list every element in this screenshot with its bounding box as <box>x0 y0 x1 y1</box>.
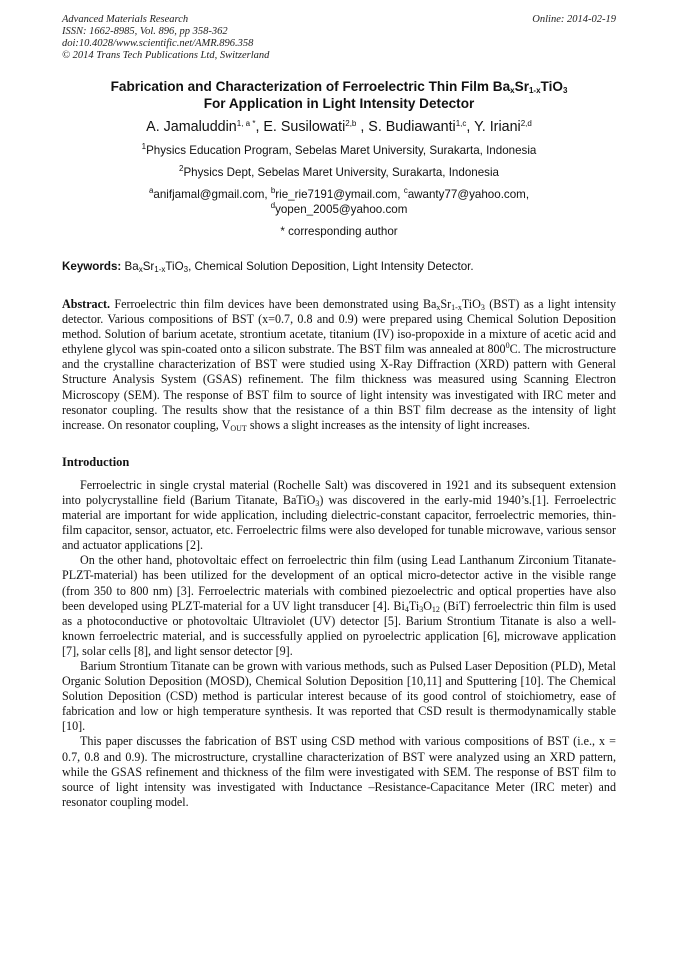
title-line-2: For Application in Light Intensity Detector <box>203 96 475 111</box>
title-line-1: Fabrication and Characterization of Ferroelectric Thin Film $Ba_xSr_{1-x}TiO_3$ <box>110 79 568 95</box>
online-date: Online: 2014-02-19 <box>532 14 616 25</box>
intro-paragraph-4: This paper discusses the fabrication of BST using CSD method with various compositions of BST (i.e., x = 0.7, 0.8 and 0.9). The microstructure, crystalline characterization of BST were analyzed using an XRD pattern, while the GSAS refinement and thickness of the film were investigated with SEM. The response of BST film to source of light intensity was investigated with Inductance –Resistance-Capacitance Meter (IRC meter) and resonator coupling model. <box>62 734 616 809</box>
journal-copyright: © 2014 Trans Tech Publications Ltd, Switzerland <box>62 50 270 61</box>
corresponding-author-note: * corresponding author <box>280 225 398 238</box>
intro-paragraph-3: Barium Strontium Titanate can be grown with various methods, such as Pulsed Laser Deposition (PLD), Metal Organic Solution Deposition (MOSD), Chemical Solution Deposition [10,11] and Sputtering [10]. The Chemical Solution Deposition (CSD) method is particular interest because of its good control of stoichiometry, ease of fabrication and low or high temperature synthesis. It was reported that CSD result is thermodynamically stable [10]. <box>62 658 616 734</box>
introduction-body <box>62 478 616 810</box>
journal-issn: ISSN: 1662-8985, Vol. 896, pp 358-362 <box>62 26 228 37</box>
journal-name: Advanced Materials Research <box>62 14 189 25</box>
journal-info <box>62 14 269 62</box>
affiliation-1: $^1$Physics Education Program, Sebelas Maret University, Surakarta, Indonesia <box>141 142 537 157</box>
introduction-heading: Introduction <box>62 454 130 469</box>
email-line-2: $^d$yopen_2005@yahoo.com <box>270 201 408 216</box>
keywords-label: Keywords: <box>62 260 122 273</box>
author-emails <box>62 187 616 217</box>
paper-page <box>62 14 616 810</box>
paper-title <box>62 78 616 112</box>
affiliation-2: $^2$Physics Dept, Sebelas Maret University, Surakarta, Indonesia <box>179 164 499 179</box>
abstract: Abstract. Ferroelectric thin film devices have been demonstrated using $Ba_xSr_{1-x}TiO_3$ (BST) as a light intensity detector. Various compositions of BST (x=0.7, 0.8 and 0.9) were prepared using Chemical Solution Deposition method. Solution of barium acetate, strontium acetate, titanium (IV) iso-propoxide in a mixture of acetic acid and ethylene glycol was spin-coated onto a silicon substrate. The BST film was annealed at $800^0C$. The microstructure and the crystalline characterization of BST were studied using X-Ray Diffraction (XRD) pattern with General Structure Analysis System (GSAS) refinement. The film thickness was measured using Scanning Electron Microscopy (SEM). The response of BST film to source of light intensity was investigated with IRC meter and resonator coupling. The results show that the resistance of a thin BST film decrease as the intensity of light increase. On resonator coupling, $V_{OUT}$ shows a slight increases as the intensity of light increases. <box>62 297 617 433</box>
journal-doi: doi:10.4028/www.scientific.net/AMR.896.358 <box>62 38 254 49</box>
keywords: Keywords: $Ba_xSr_{1-x}TiO_3$, Chemical Solution Deposition, Light Intensity Detector. <box>62 260 474 274</box>
author-list: A. Jamaluddin$^{1, a *}$, E. Susilowati$^{2,b}$ , S. Budiawanti$^{1,c}$, Y. Iriani$^{2,d}$ <box>146 119 532 135</box>
intro-paragraph-1: Ferroelectric in single crystal material (Rochelle Salt) was discovered in 1921 and its subsequent extension into polycrystalline field (Barium Titanate, BaTiO$_3$) was discovered in the early-mid 1940’s.[1]. Ferroelectric material are important for wide application, including dielectric-constant capacitor, ferroelectric memories, thin-film capacitor, sensor, actuator, etc. Ferroelectric films were also developed for tunable microwave, various sensor and actuator applications [2]. <box>62 477 616 553</box>
abstract-label: Abstract. <box>62 297 111 311</box>
intro-paragraph-2: On the other hand, photovoltaic effect on ferroelectric thin film (using Lead Lanthanum Zirconium Titanate-PLZT-material) has been utilized for the development of an optical micro-detector active in the visible range (from 350 to 800 nm) [3]. Ferroelectric materials with combined piezoelectric and optical properties have also been developed using PLZT-material for a UV light transducer [4]. $Bi_4Ti_3O_{12}$ (BiT) ferroelectric thin film is used as a photoconductive or photovoltaic Ultraviolet (UV) detector [5]. Barium Strontium Titanate is also a well-known ferroelectric material, and is successfully applied on pyroelectric application [6], microwave application [7], solar cells [8], and light sensor detector [9]. <box>62 553 616 658</box>
journal-header <box>62 14 616 66</box>
email-line-1: $^a$anifjamal@gmail.com, $^b$rie_rie7191@ymail.com, $^c$awanty77@yahoo.com, <box>148 186 530 201</box>
